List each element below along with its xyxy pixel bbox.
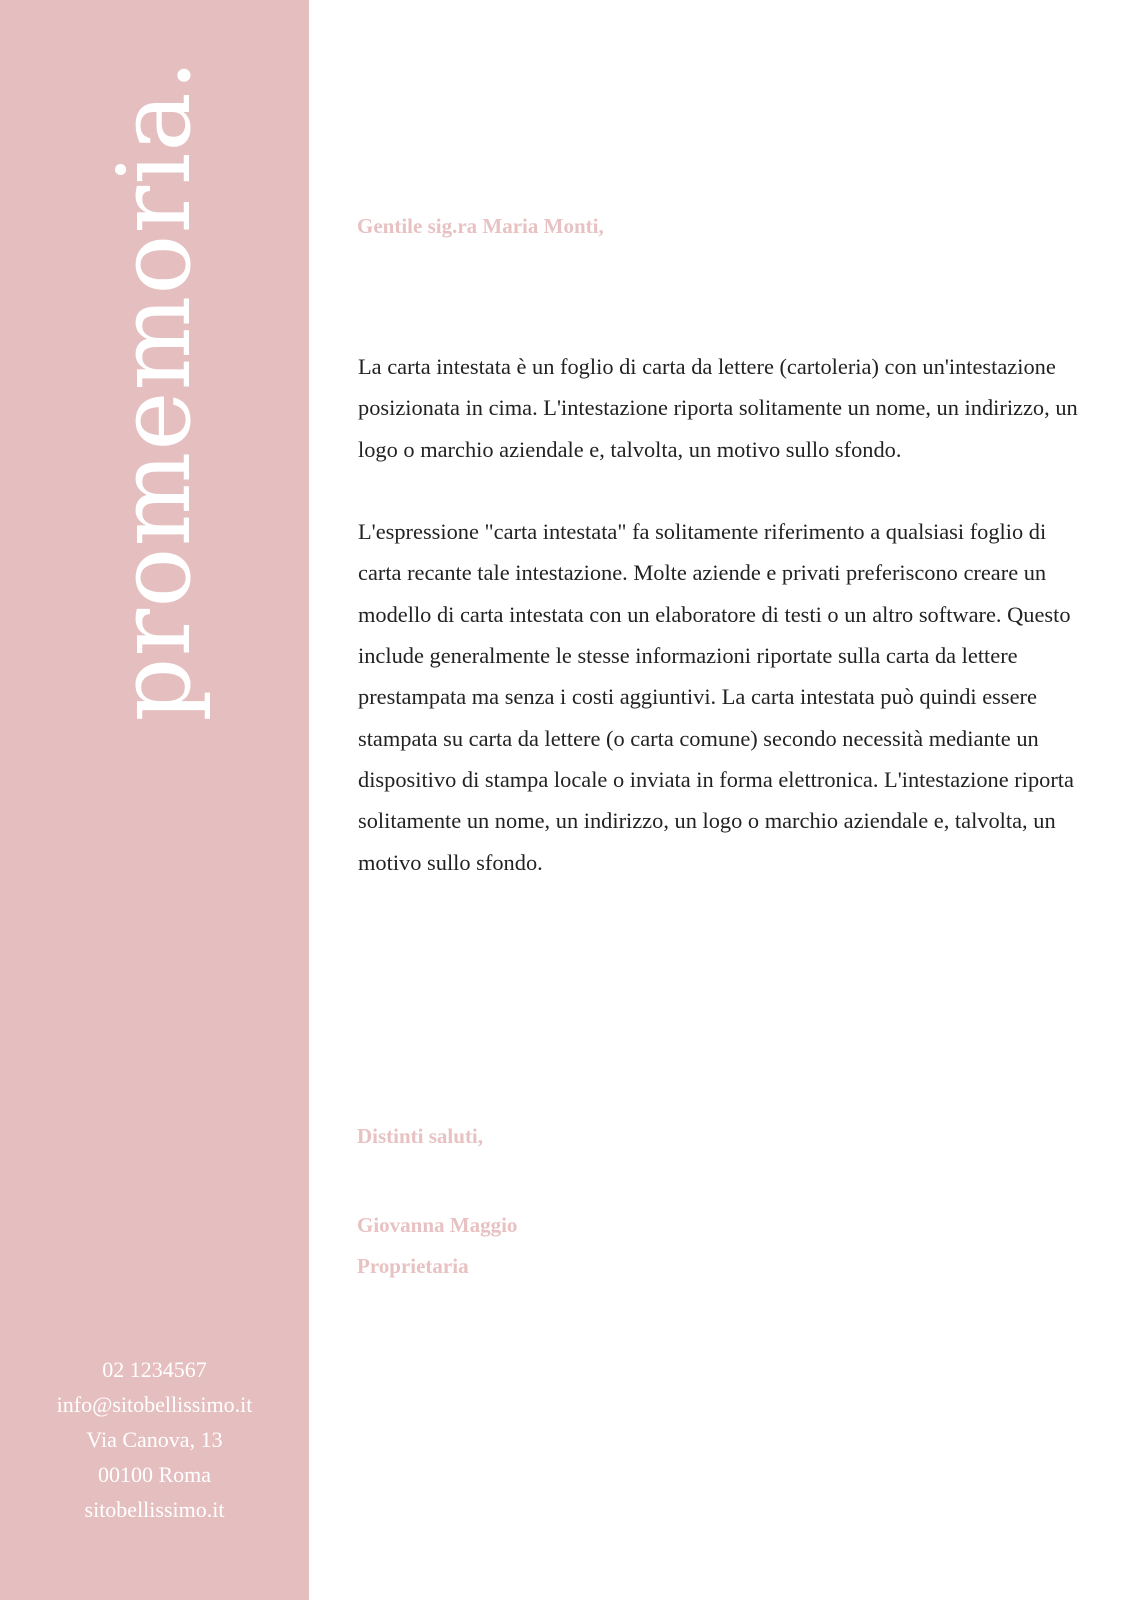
contact-phone: 02 1234567 <box>102 1357 207 1382</box>
signature-block <box>357 1205 517 1287</box>
letter-paragraph-2: L'espressione "carta intestata" fa solitamente riferimento a qualsiasi foglio di carta recante tale intestazione. Molte aziende e privati preferiscono creare un modello di carta intestata con un elaboratore di testi o un altro software. Questo include generalmente le stesse informazioni riportate sulla carta da lettere prestampata ma senza i costi aggiuntivi. La carta intestata può quindi essere stampata su carta da lettere (o carta comune) secondo necessità mediante un dispositivo di stampa locale o inviata in forma elettronica. L'intestazione riporta solitamente un nome, un indirizzo, un logo o marchio aziendale e, talvolta, un motivo sullo sfondo. <box>358 519 1074 875</box>
brand-title: promemoria. <box>96 58 213 722</box>
contact-website: sitobellissimo.it <box>84 1497 225 1522</box>
contact-city: 00100 Roma <box>97 1462 212 1487</box>
letter-salutation: Gentile sig.ra Maria Monti, <box>357 214 604 238</box>
contact-email: info@sitobellissimo.it <box>56 1392 253 1417</box>
contact-street: Via Canova, 13 <box>86 1427 223 1452</box>
letter-body <box>358 346 1086 883</box>
letter-closing: Distinti saluti, <box>357 1124 484 1148</box>
signer-role: Proprietaria <box>357 1254 469 1278</box>
sidebar <box>0 0 309 1600</box>
contact-info <box>0 1352 309 1527</box>
signer-name: Giovanna Maggio <box>357 1213 518 1237</box>
letter-paragraph-1: La carta intestata è un foglio di carta da lettere (cartoleria) con un'intestazione posizionata in cima. L'intestazione riporta solitamente un nome, un indirizzo, un logo o marchio aziendale e, talvolta, un motivo sullo sfondo. <box>358 354 1078 462</box>
